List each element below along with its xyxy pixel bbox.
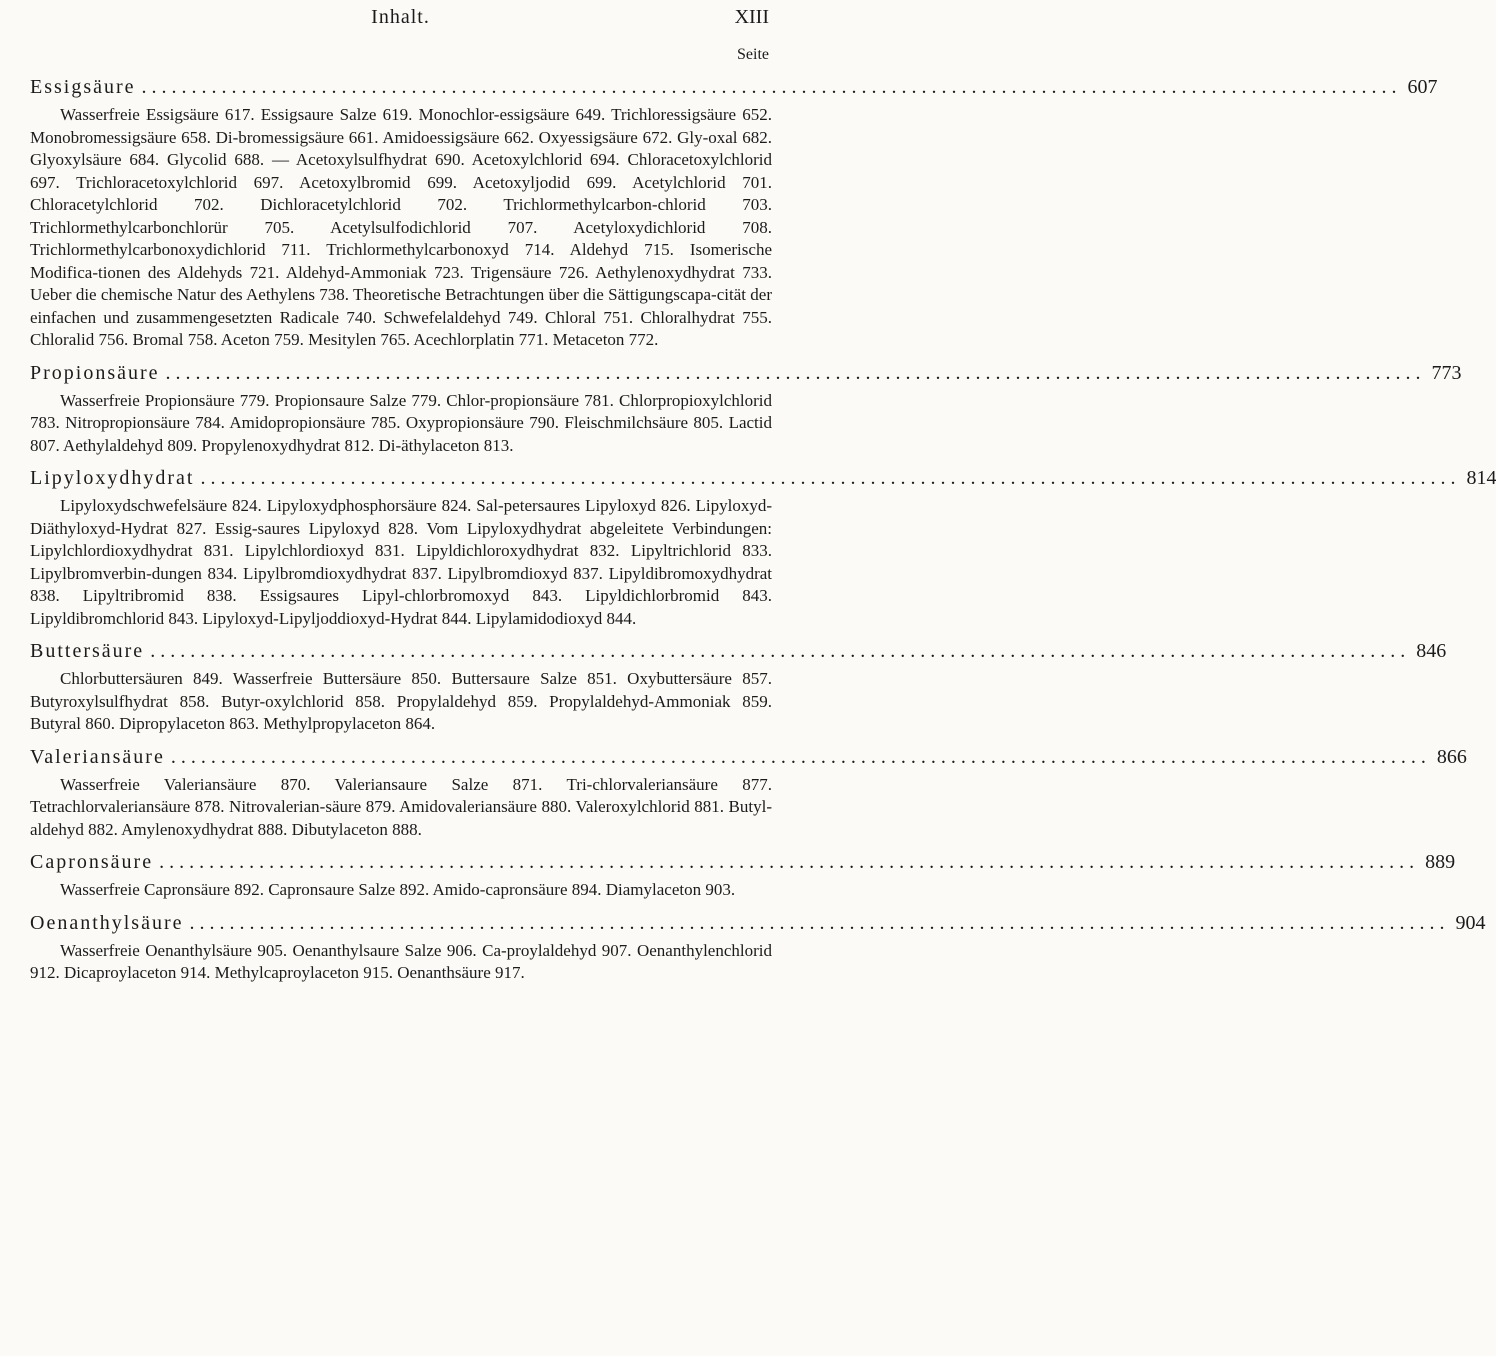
toc-section-oenanthylsaeure <box>30 908 1486 985</box>
toc-section-essigsaeure <box>30 72 1438 352</box>
section-title: Lipyloxydhydrat <box>30 467 195 489</box>
section-title: Oenanthylsäure <box>30 911 184 934</box>
toc-section-capronsaeure <box>30 847 1456 902</box>
section-title: Essigsäure <box>30 76 136 98</box>
section-page-number: 889 <box>1425 851 1456 873</box>
section-title: Propionsäure <box>30 361 160 384</box>
toc-section-propionsaeure <box>30 358 1462 458</box>
dot-leader: .............................................................................................................................. <box>141 76 1402 98</box>
section-entries: Lipyloxydschwefelsäure 824. Lipyloxydphosphorsäure 824. Sal-petersaures Lipyloxyd 826. Lipyloxyd-Diäthyloxyd-Hydrat 827. Essig-saures Lipyloxyd 828. Vom Lipyloxydhydrat abgeleitete Verbindungen: Lipylchlordioxydhydrat 831. Lipylchlordioxyd 831. Lipyldichloroxydhydrat 832. Lipyltrichlorid 833. Lipylbromverbin-dungen 834. Lipylbromdioxydhydrat 837. Lipylbromdioxyd 837. Lipyldibromoxydhydrat 838. Lipyltribromid 838. Essigsaures Lipyl-chlorbromoxyd 843. Lipyldichlorbromid 843. Lipyldibromchlorid 843. Lipyloxyd-Lipyljoddioxyd-Hydrat 844. Lipylamidodioxyd 844. <box>30 496 772 628</box>
toc-section-buttersaeure <box>30 636 1447 736</box>
section-title: Buttersäure <box>30 640 145 662</box>
toc-section-lipyloxydhydrat <box>30 463 1496 630</box>
section-page-number: 866 <box>1436 745 1467 768</box>
section-entries: Wasserfreie Essigsäure 617. Essigsaure Salze 619. Monochlor-essigsäure 649. Trichloressigsäure 652. Monobromessigsäure 658. Di-bromessigsäure 661. Amidoessigsäure 662. Oxyessigsäure 672. Gly-oxal 682. Glyoxylsäure 684. Glycolid 688. — Acetoxylsulfhydrat 690. Acetoxylchlorid 694. Chloracetoxylchlorid 697. Trichloracetoxylchlorid 697. Acetoxylbromid 699. Acetoxyljodid 699. Acetylchlorid 701. Chloracetylchlorid 702. Dichloracetylchlorid 702. Trichlormethylcarbon-chlorid 703. Trichlormethylcarbonchlorür 705. Acetylsulfodichlorid 707. Acetyloxydichlorid 708. Trichlormethylcarbonoxydichlorid 711. Trichlormethylcarbonoxyd 714. Aldehyd 715. Isomerische Modifica-tionen des Aldehyds 721. Aldehyd-Ammoniak 723. Trigensäure 726. Aethylenoxydhydrat 733. Ueber die chemische Natur des Aethylens 738. Theoretische Betrachtungen über die Sättigungscapa-cität der einfachen und zusammengesetzten Radicale 740. Schwefelaldehyd 749. Chloral 751. Chloralhydrat 755. Chloralid 756. Bromal 758. Aceton 759. Mesitylen 765. Acechlorplatin 771. Metaceton 772. <box>30 105 772 349</box>
section-page-number: 607 <box>1407 76 1438 98</box>
section-heading <box>30 463 1496 493</box>
dot-leader: .............................................................................................................................. <box>200 467 1461 489</box>
section-page-number: 814 <box>1466 467 1496 489</box>
section-heading <box>30 847 1456 877</box>
section-entries: Wasserfreie Capronsäure 892. Capronsaure Salze 892. Amido-capronsäure 894. Diamylaceton 903. <box>60 880 736 899</box>
section-entries: Wasserfreie Propionsäure 779. Propionsaure Salze 779. Chlor-propionsäure 781. Chlorpropioxylchlorid 783. Nitropropionsäure 784. Amidopropionsäure 785. Oxypropionsäure 790. Fleischmilchsäure 805. Lactid 807. Aethylaldehyd 809. Propylenoxydhydrat 812. Di-äthylaceton 813. <box>30 390 772 455</box>
seite-column-label: Seite <box>737 46 769 63</box>
dot-leader: .............................................................................................................................. <box>165 361 1426 384</box>
dot-leader: .............................................................................................................................. <box>189 911 1450 934</box>
section-entries: Wasserfreie Oenanthylsäure 905. Oenanthylsaure Salze 906. Ca-proylaldehyd 907. Oenanthylenchlorid 912. Dicaproylaceton 914. Methylcaproylaceton 915. Oenanthsäure 917. <box>30 940 772 982</box>
running-title: Inhalt. <box>371 6 430 28</box>
section-entries: Chlorbuttersäuren 849. Wasserfreie Buttersäure 850. Buttersaure Salze 851. Oxybuttersäure 857. Butyroxylsulfhydrat 858. Butyr-oxylchlorid 858. Propylaldehyd 859. Propylaldehyd-Ammoniak 859. Butyral 860. Dipropylaceton 863. Methylpropylaceton 864. <box>30 669 772 733</box>
section-heading <box>30 358 1462 388</box>
section-heading <box>30 742 1467 772</box>
section-title: Capronsäure <box>30 851 154 873</box>
section-entries: Wasserfreie Valeriansäure 870. Valeriansaure Salze 871. Tri-chlorvaleriansäure 877. Tetrachlorvaleriansäure 878. Nitrovalerian-säure 879. Amidovaleriansäure 880. Valeroxylchlorid 881. Butyl-aldehyd 882. Amylenoxydhydrat 888. Dibutylaceton 888. <box>30 774 772 839</box>
page-header <box>0 6 801 40</box>
dot-leader: .............................................................................................................................. <box>159 851 1420 873</box>
table-of-contents <box>30 72 1496 991</box>
toc-section-valeriansaeure <box>30 742 1467 842</box>
section-page-number: 904 <box>1455 911 1486 934</box>
page-number: XIII <box>734 6 769 28</box>
section-title: Valeriansäure <box>30 745 165 768</box>
section-heading <box>30 72 1438 102</box>
section-page-number: 773 <box>1431 361 1462 384</box>
section-heading <box>30 908 1486 938</box>
dot-leader: .............................................................................................................................. <box>170 745 1431 768</box>
dot-leader: .............................................................................................................................. <box>150 640 1411 662</box>
section-page-number: 846 <box>1416 640 1447 662</box>
section-heading <box>30 636 1447 666</box>
